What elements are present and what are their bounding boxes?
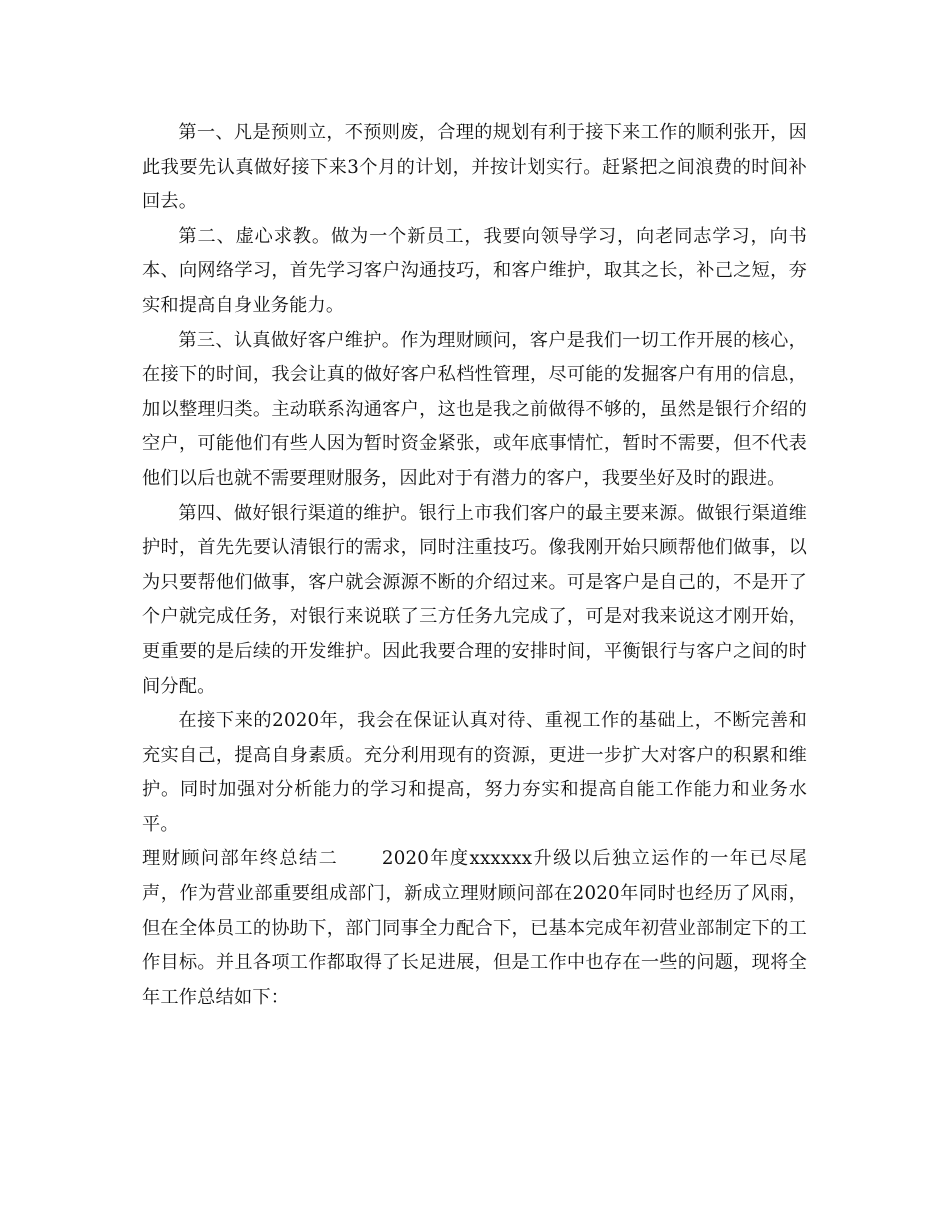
section-paragraph: 2020年度xxxxxx升级以后独立运作的一年已尽尾声，作为营业部重要组成部门，新成立理财顾问部在2020年同时也经历了风雨，但在全体员工的协助下，部门同事全力配合下，已基本完成年初营业部制定下的工作目标。并且各项工作都取得了长足进展，但是工作中也存在一些的问题，现将全年工作总结如下：	[142, 848, 807, 1008]
paragraph-plan: 第一、凡是预则立，不预则废，合理的规划有利于接下来工作的顺利张开，因此我要先认真做好接下来3个月的计划，并按计划实行。赶紧把之间浪费的时间补回去。	[142, 122, 807, 213]
section-heading: 理财顾问部年终总结二	[142, 848, 339, 870]
section-two	[142, 842, 807, 1015]
paragraph-bank-channel: 第四、做好银行渠道的维护。银行上市我们客户的最主要来源。做银行渠道维护时，首先先要认清银行的需求，同时注重技巧。像我刚开始只顾帮他们做事，以为只要帮他们做事，客户就会源源不断的介绍过来。可是客户是自己的，不是开了个户就完成任务，对银行来说联了三方任务九完成了，可是对我来说这才刚开始，更重要的是后续的开发维护。因此我要合理的安排时间，平衡银行与客户之间的时间分配。	[142, 502, 807, 697]
document-body	[142, 116, 807, 1015]
paragraph-learning: 第二、虚心求教。做为一个新员工，我要向领导学习，向老同志学习，向书本、向网络学习，首先学习客户沟通技巧，和客户维护，取其之长，补己之短，夯实和提高自身业务能力。	[142, 225, 807, 316]
paragraph-next-year: 在接下来的2020年，我会在保证认真对待、重视工作的基础上，不断完善和充实自己，提高自身素质。充分利用现有的资源，更进一步扩大对客户的积累和维护。同时加强对分析能力的学习和提高，努力夯实和提高自能工作能力和业务水平。	[142, 710, 807, 835]
paragraph-client-maintenance: 第三、认真做好客户维护。作为理财顾问，客户是我们一切工作开展的核心，在接下的时间，我会让真的做好客户私档性管理，尽可能的发掘客户有用的信息，加以整理归类。主动联系沟通客户，这也是我之前做得不够的，虽然是银行介绍的空户，可能他们有些人因为暂时资金紧张，或年底事情忙，暂时不需要，但不代表他们以后也就不需要理财服务，因此对于有潜力的客户，我要坐好及时的跟进。	[142, 329, 807, 489]
